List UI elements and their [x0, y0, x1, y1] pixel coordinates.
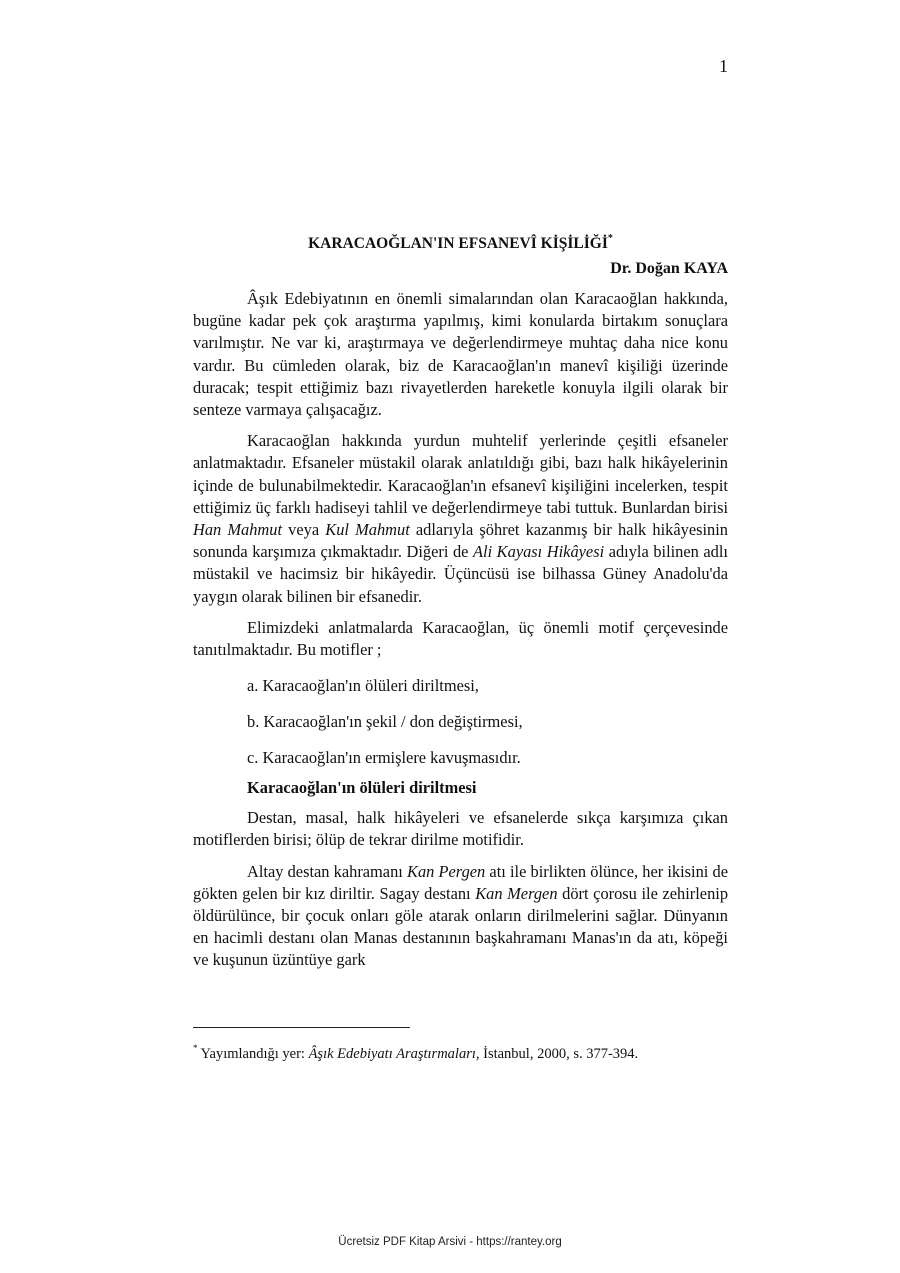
- footnote-suffix: İstanbul, 2000, s. 377-394.: [479, 1045, 639, 1062]
- footnote: [193, 1040, 733, 1063]
- page-number: 1: [719, 56, 728, 76]
- paragraph-5-italic-2: Kan Mergen: [475, 883, 558, 903]
- title-footnote-mark: *: [607, 233, 613, 244]
- paragraph-1: Âşık Edebiyatının en önemli simalarından olan Karacaoğlan hakkında, bugüne kadar pek çok araştırma yapılmış, kimi konularda birtakım sonuçlara varılmıştır. Ne var ki, araştırmaya ve değerlendirmeye muhtaç daha nice konu vardır. Bu cümleden olarak, biz de Karacaoğlan'ın manevî kişiliği üzerinde duracak; tespit ettiğimiz bazı rivayetlerden hareketle konuyla ilgili olarak bir senteze varmaya çalışacağız.: [193, 289, 728, 420]
- footnote-mark: *: [193, 1043, 198, 1053]
- paragraph-5-text-a: Altay destan kahramanı: [247, 861, 408, 881]
- document-title: [193, 228, 728, 258]
- paragraph-2-text-c: adlarıyla şöhret kazanmış bir halk hikâyesinin sonunda karşımıza çıkmaktadır. Diğeri de: [193, 520, 728, 562]
- footnote-divider: [193, 1027, 410, 1028]
- paragraph-5-italic-1: Kan Pergen: [407, 861, 486, 881]
- document-body: [193, 228, 728, 981]
- paragraph-2-text-d: adıyla bilinen adlı müstakil ve hacimsiz bir hikâyedir. Üçüncüsü ise bilhassa Güney Anadolu'da yaygın olarak bilinen bir efsanedir.: [193, 542, 728, 606]
- section-heading: Karacaoğlan'ın ölüleri diriltmesi: [247, 778, 477, 798]
- paragraph-2-text-b: veya: [282, 520, 326, 540]
- footnote-source-title: Âşık Edebiyatı Araştırmaları,: [308, 1045, 480, 1062]
- paragraph-3: Elimizdeki anlatmalarda Karacaoğlan, üç önemli motif çerçevesinde tanıtılmaktadır. Bu motifler ;: [193, 617, 728, 660]
- list-item: b. Karacaoğlan'ın şekil / don değiştirmesi,: [247, 712, 523, 732]
- footnote-prefix: Yayımlandığı yer:: [200, 1045, 309, 1062]
- paragraph-2-italic-2: Kul Mahmut: [325, 520, 410, 540]
- title-text: KARACAOĞLAN'IN EFSANEVÎ KİŞİLİĞİ: [308, 235, 608, 253]
- source-watermark-text: Ücretsiz PDF Kitap Arsivi - https://rantey.org: [338, 1236, 562, 1248]
- list-item: a. Karacaoğlan'ın ölüleri diriltmesi,: [247, 676, 479, 696]
- paragraph-2-text-a: Karacaoğlan hakkında yurdun muhtelif yerlerinde çeşitli efsaneler anlatmaktadır. Efsaneler müstakil olarak anlatıldığı gibi, bazı halk hikâyelerinin içinde de bulunabilmektedir. Karacaoğlan'ın efsanevî kişiliğini incelerken, tespit ettiğimiz üç farklı hadiseyi tahlil ve değerlendirmeye tabi tuttuk. Bunlardan birisi: [193, 431, 728, 517]
- paragraph-4: Destan, masal, halk hikâyeleri ve efsanelerde sıkça karşımıza çıkan motiflerden birisi; ölüp de tekrar dirilme motifidir.: [193, 808, 728, 850]
- author-name: Dr. Doğan KAYA: [610, 260, 728, 277]
- paragraph-5-text-c: dört çorosu ile zehirlenip öldürülünce, bir çocuk onları göle atarak onların dirilmelerini sağlar. Dünyanın en hacimli destanı olan Manas destanının başkahramanı Manas'ın da atı, köpeği ve kuşunun üzüntüye gark: [193, 883, 729, 970]
- paragraph-5-text-b: atı ile birlikten ölünce, her ikisini de gökten gelen bir kız diriltir. Sagay destanı: [193, 861, 728, 903]
- paragraph-2-italic-1: Han Mahmut: [193, 520, 283, 540]
- paragraph-2: [193, 430, 728, 608]
- paragraph-2-italic-3: Ali Kayası Hikâyesi: [473, 542, 605, 562]
- paragraph-5: [193, 861, 728, 972]
- list-item: c. Karacaoğlan'ın ermişlere kavuşmasıdır.: [247, 748, 521, 768]
